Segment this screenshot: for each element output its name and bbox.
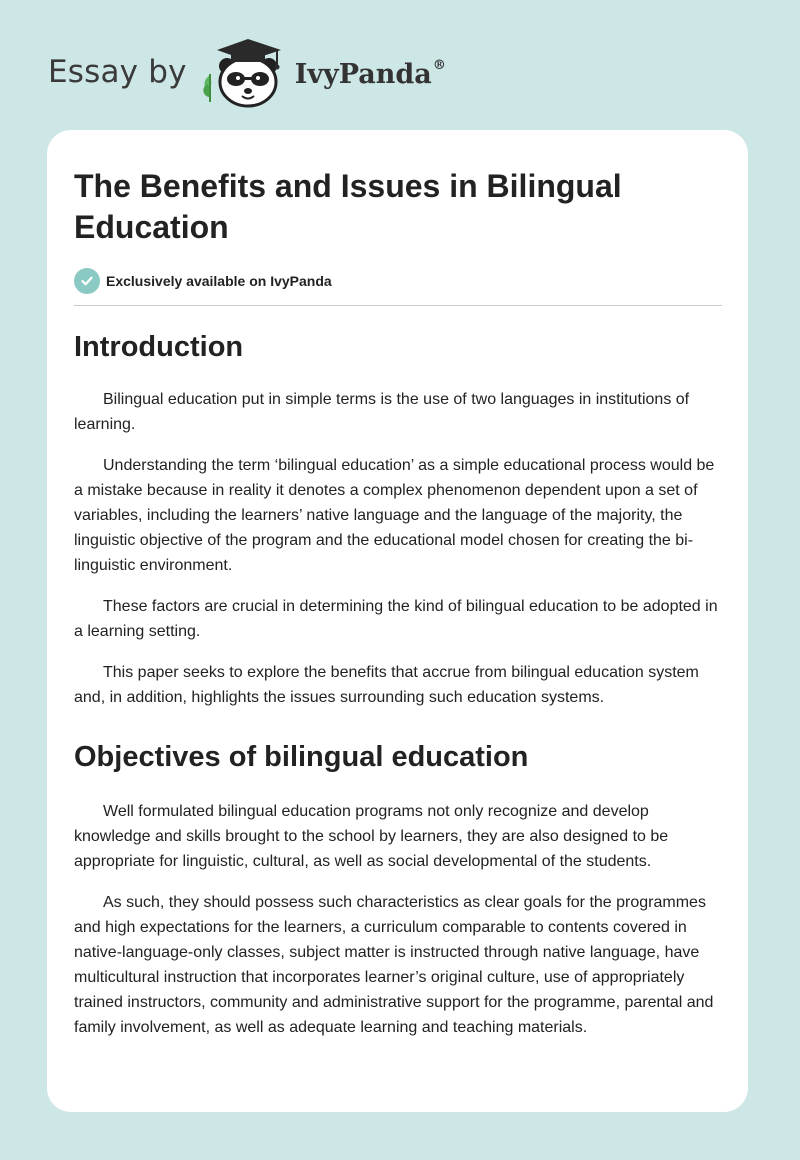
paragraph: As such, they should possess such characteristics as clear goals for the programmes and high expectations for the learners, a curriculum comparable to contents covered in native-language-only classes, subject matter is instructed through native language, have multicultural instruction that incorporates learner’s original culture, use of appropriately trained instructors, community and administrative support for the programme, parental and family involvement, as well as adequate learning and teaching materials. xyxy=(74,894,714,1036)
section-heading: Introduction xyxy=(74,331,244,363)
exclusive-badge xyxy=(74,268,722,294)
section-heading: Objectives of bilingual education xyxy=(74,741,529,773)
brand-header[interactable] xyxy=(48,36,446,108)
brand-prefix: Essay by xyxy=(48,54,187,90)
section-objectives xyxy=(74,739,722,1040)
paragraph: Bilingual education put in simple terms is the use of two languages in institutions of learning. xyxy=(74,391,690,433)
page-title: The Benefits and Issues in Bilingual Education xyxy=(74,168,622,245)
exclusive-label: Exclusively available on IvyPanda xyxy=(106,273,332,289)
registered-mark: ® xyxy=(432,57,446,73)
paragraph: This paper seeks to explore the benefits that accrue from bilingual education system and, in addition, highlights the issues surrounding such education systems. xyxy=(74,664,699,706)
brand-name: IvyPanda® xyxy=(294,57,446,90)
paragraph: Well formulated bilingual education programs not only recognize and develop knowledge and skills brought to the school by learners, they are also designed to be appropriate for linguistic, cultural, as well as social developmental of the students. xyxy=(74,803,669,870)
paragraph: Understanding the term ‘bilingual education’ as a simple educational process would be a mistake because in reality it denotes a complex phenomenon dependent upon a set of variables, including the learners’ native language and the language of the majority, the linguistic objective of the program and the educational model chosen for creating the bi-linguistic environment. xyxy=(74,457,715,574)
divider xyxy=(74,305,722,306)
section-introduction xyxy=(74,329,722,710)
check-icon xyxy=(74,268,100,294)
paragraph: These factors are crucial in determining the kind of bilingual education to be adopted in a learning setting. xyxy=(74,598,718,640)
essay-card xyxy=(47,130,748,1112)
panda-graduate-icon xyxy=(201,36,291,108)
